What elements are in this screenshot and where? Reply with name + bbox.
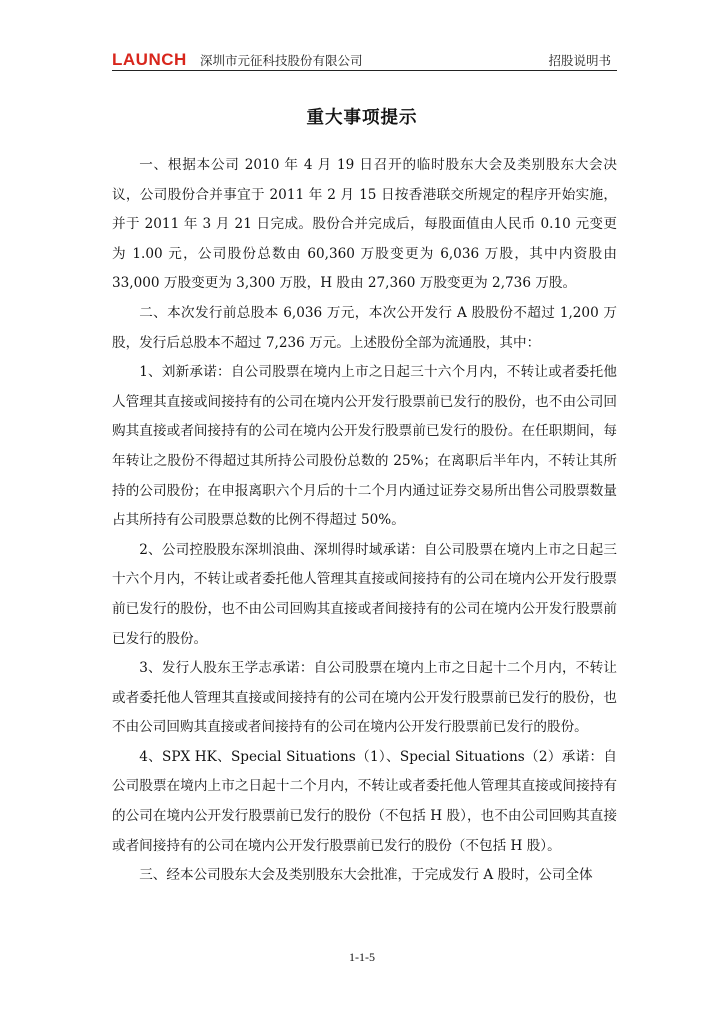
header-rule — [112, 70, 617, 71]
paragraph: 三、经本公司股东大会及类别股东大会批准，于完成发行 A 股时，公司全体 — [139, 867, 593, 884]
paragraph: 2、公司控股股东深圳浪曲、深圳得时域承诺：自公司股票在境内上市之日起三十六个月内，不转让或者委托他人管理其直接或间接持有的公司在境内公开发行股票前已发行的股份，也不由公司回购其直接或者间接持有的公司在境内公开发行股票前已发行的股份。 — [112, 541, 617, 647]
paragraph: 1、刘新承诺：自公司股票在境内上市之日起三十六个月内，不转让或者委托他人管理其直接或间接持有的公司在境内公开发行股票前已发行的股份，也不由公司回购其直接或者间接持有的公司在境内公开发行股票前已发行的股份。在任职期间，每年转让之股份不得超过其所持公司股份总数的 25%；在离职后半年内，不转让其所持的公司股份；在申报离职六个月后的十二个月内通过证券交易所出售公司股票数量占其所持有公司股票总数的比例不得超过 50%。 — [112, 364, 617, 529]
paragraph: 3、发行人股东王学志承诺：自公司股票在境内上市之日起十二个月内，不转让或者委托他人管理其直接或间接持有的公司在境内公开发行股票前已发行的股份，也不由公司回购其直接或者间接持有的公司在境内公开发行股票前已发行的股份。 — [112, 660, 617, 736]
body-text — [112, 151, 617, 891]
paragraph: 4、SPX HK、Special Situations（1）、Special Situations（2）承诺：自公司股票在境内上市之日起十二个月内，不转让或者委托他人管理其直接或间接持有的公司在境内公开发行股票前已发行的股份（不包括 H 股），也不由公司回购其直接或者间接持有的公司在境内公开发行股票前已发行的股份（不包括 H 股）。 — [112, 748, 617, 854]
page-title: 重大事项提示 — [306, 108, 418, 128]
page-number: 1-1-5 — [349, 950, 375, 964]
launch-logo: LAUNCH — [112, 50, 187, 69]
paragraph: 一、根据本公司 2010 年 4 月 19 日召开的临时股东大会及类别股东大会决议，公司股份合并事宜于 2011 年 2 月 15 日按香港联交所规定的程序开始实施，并于 2011 年 3 月 21 日完成。股份合并完成后，每股面值由人民币 0.10 元变更为 1.00 元，公司股份总数由 60,360 万股变更为 6,036 万股，其中内资股由 33,000 万股变更为 3,300 万股，H 股由 27,360 万股变更为 2,736 万股。 — [112, 157, 617, 292]
document-name: 招股说明书 — [548, 53, 611, 68]
page-header — [112, 50, 617, 70]
paragraph: 二、本次发行前总股本 6,036 万元，本次公开发行 A 股股份不超过 1,200 万股，发行后总股本不超过 7,236 万元。上述股份全部为流通股，其中： — [112, 304, 617, 351]
company-name: 深圳市元征科技股份有限公司 — [200, 53, 363, 68]
